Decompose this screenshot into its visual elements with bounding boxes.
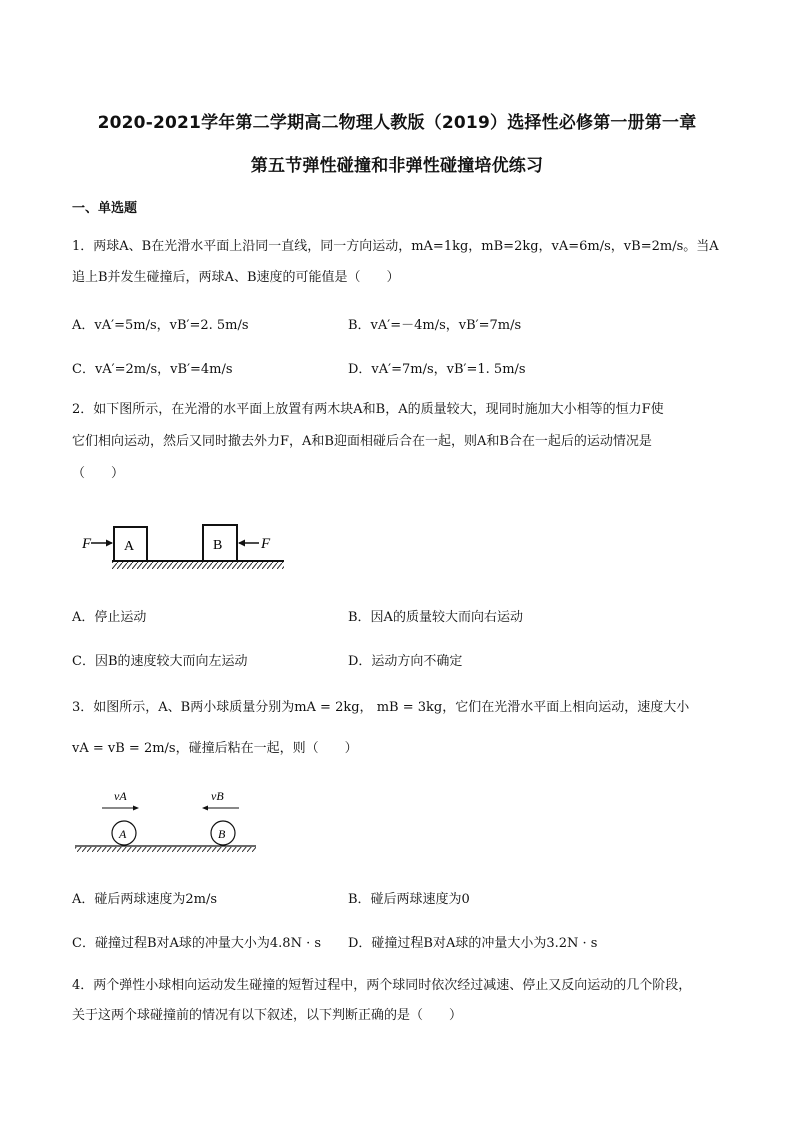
question-1-option-a: A．vA′=5m/s，vB′=2. 5m/s: [72, 318, 249, 333]
ball-a-label: A: [119, 827, 127, 841]
question-3-option-d: D．碰撞过程B对A球的冲量大小为3.2N · s: [348, 936, 598, 951]
question-1-line1: 1．两球A、B在光滑水平面上沿同一直线，同一方向运动，mA=1kg，mB=2kg，vA=6m/s，vB=2m/s。当A: [72, 239, 719, 254]
question-2-line3: （ ）: [72, 466, 125, 481]
block-a-label: A: [124, 539, 135, 554]
question-3-figure: [72, 786, 262, 858]
velocity-b-arrowhead: [202, 806, 208, 811]
question-2-option-c: C．因B的速度较大而向左运动: [72, 654, 248, 669]
question-3-line1: 3．如图所示，A、B两小球质量分别为mA = 2kg， mB = 3kg，它们在光滑水平面上相向运动，速度大小: [72, 700, 690, 715]
force-right-arrowhead: [238, 540, 245, 547]
section-heading: 一、单选题: [72, 201, 138, 216]
question-2-option-b: B．因A的质量较大而向右运动: [348, 610, 523, 625]
velocity-a-label: vA: [114, 789, 127, 803]
question-1-option-d: D．vA′=7m/s，vB′=1. 5m/s: [348, 362, 526, 377]
ground-hatching: [75, 847, 256, 852]
force-left-label: F: [82, 536, 92, 552]
question-1-line2: 追上B并发生碰撞后，两球A、B速度的可能值是（ ）: [72, 270, 400, 285]
question-2-line1: 2．如下图所示，在光滑的水平面上放置有两木块A和B，A的质量较大，现同时施加大小相等的恒力F使: [72, 402, 664, 417]
question-2-line2: 它们相向运动，然后又同时撤去外力F，A和B迎面相碰后合在一起，则A和B合在一起后的运动情况是: [72, 434, 652, 449]
force-right-label: F: [261, 536, 271, 552]
block-b-label: B: [213, 538, 223, 553]
ground-hatching: [112, 562, 284, 569]
question-3-option-b: B．碰后两球速度为0: [348, 892, 470, 907]
question-2-option-d: D．运动方向不确定: [348, 654, 463, 669]
question-2-figure: [72, 515, 287, 577]
question-3-option-a: A．碰后两球速度为2m/s: [72, 892, 218, 907]
document-title-line2: 第五节弹性碰撞和非弹性碰撞培优练习: [250, 156, 544, 176]
question-3-option-c: C．碰撞过程B对A球的冲量大小为4.8N · s: [72, 936, 322, 951]
question-4-line2: 关于这两个球碰撞前的情况有以下叙述，以下判断正确的是（ ）: [72, 1008, 463, 1023]
question-2-option-a: A．停止运动: [72, 610, 147, 625]
question-4-line1: 4．两个弹性小球相向运动发生碰撞的短暂过程中，两个球同时依次经过减速、停止又反向运动的几个阶段，: [72, 978, 692, 993]
question-1-option-c: C．vA′=2m/s，vB′=4m/s: [72, 362, 233, 377]
velocity-b-label: vB: [211, 789, 224, 803]
force-left-arrowhead: [106, 540, 113, 547]
velocity-a-arrowhead: [133, 806, 139, 811]
question-3-line2: vA = vB = 2m/s，碰撞后粘在一起，则（ ）: [72, 741, 358, 756]
question-1-option-b: B．vA′=－4m/s，vB′=7m/s: [348, 318, 522, 333]
ball-b-label: B: [218, 827, 226, 841]
document-title-line1: 2020-2021学年第二学期高二物理人教版（2019）选择性必修第一册第一章: [97, 113, 697, 133]
